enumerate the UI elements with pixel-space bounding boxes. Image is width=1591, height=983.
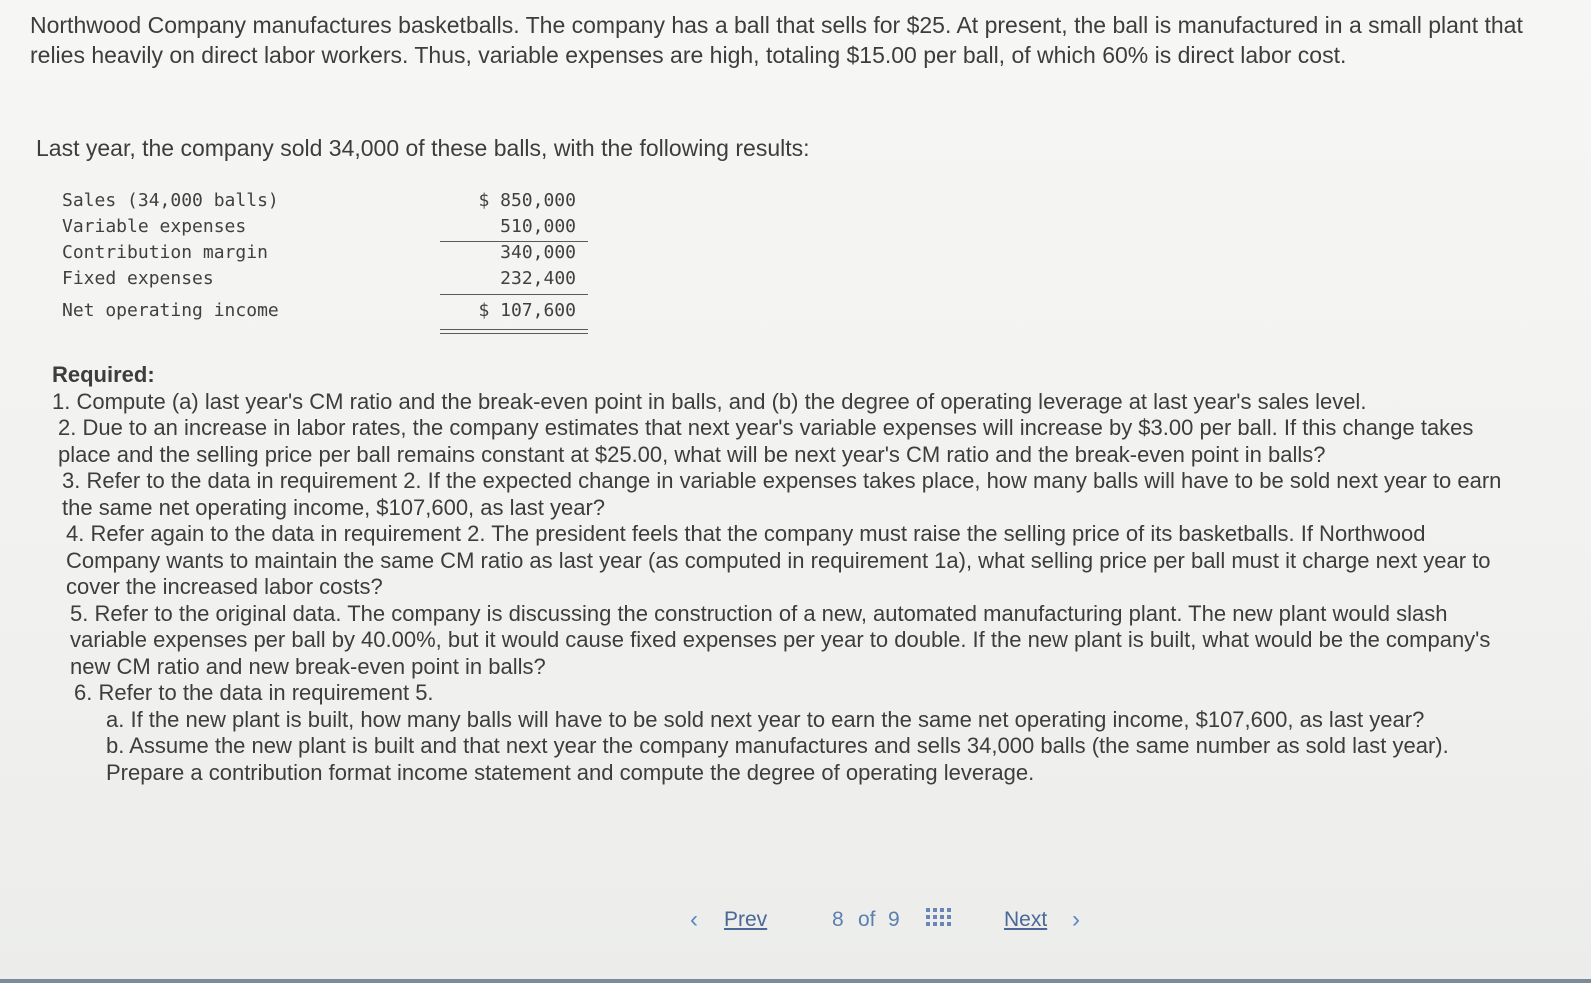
chevron-left-icon[interactable]: ‹: [690, 906, 698, 933]
subtotal-rule: [440, 294, 588, 295]
current-question-number: 8: [832, 908, 844, 931]
statement-amount: $ 107,600: [478, 300, 576, 321]
problem-intro: Northwood Company manufactures basketballs. The company has a ball that sells for $25. At present, the ball is manufactured in a small plant that relies heavily on direct labor workers. Thus, variable expenses are high, totaling $15.00 per ball, of which 60% is direct labor cost.: [30, 12, 1523, 68]
requirement-1: 1. Compute (a) last year's CM ratio and the break-even point in balls, and (b) the degree of operating leverage at last year's sales level.: [52, 388, 1367, 414]
results-lead-text: Last year, the company sold 34,000 of these balls, with the following results:: [36, 135, 810, 161]
requirement-6b: b. Assume the new plant is built and that next year the company manufactures and sells 34,000 balls (the same number as sold last year). Prepare a contribution format income statement and compute the degree of operating leverage.: [106, 733, 1449, 785]
statement-label: Sales (34,000 balls): [62, 190, 279, 211]
requirement-3: 3. Refer to the data in requirement 2. If the expected change in variable expenses takes place, how many balls will have to be sold next year to earn the same net operating income, $107,600, as last year?: [62, 468, 1502, 520]
pager-of-label: of: [858, 908, 876, 931]
prev-button[interactable]: Prev: [724, 908, 768, 931]
statement-row-sales: [62, 190, 592, 216]
bottom-divider: [0, 979, 1591, 983]
statement-amount: 232,400: [500, 268, 576, 289]
requirement-6: 6. Refer to the data in requirement 5.: [74, 680, 434, 705]
requirement-6a: a. If the new plant is built, how many balls will have to be sold next year to earn the same net operating income, $107,600, as last year?: [106, 706, 1425, 732]
statement-row-net-operating-income: [62, 300, 592, 326]
required-heading: Required:: [52, 362, 155, 387]
statement-label: Fixed expenses: [62, 268, 214, 289]
total-double-rule: [440, 329, 588, 334]
grid-icon[interactable]: [926, 908, 950, 930]
statement-row-variable-expenses: [62, 216, 592, 242]
total-questions: 9: [888, 908, 900, 931]
statement-amount: 340,000: [500, 242, 576, 263]
statement-row-fixed-expenses: [62, 268, 592, 294]
next-button[interactable]: Next: [1004, 908, 1048, 931]
statement-amount: 510,000: [500, 216, 576, 237]
requirement-4: 4. Refer again to the data in requirement 2. The president feels that the company must raise the selling price of its basketballs. If Northwood Company wants to maintain the same CM ratio as last year (as computed in requirement 1a), what selling price per ball must it charge next year to cover the increased labor costs?: [66, 521, 1491, 599]
required-section: [52, 362, 1512, 786]
statement-row-contribution-margin: [62, 242, 592, 268]
statement-label: Contribution margin: [62, 242, 268, 263]
statement-amount: $ 850,000: [478, 190, 576, 211]
statement-label: Net operating income: [62, 300, 279, 321]
requirement-5: 5. Refer to the original data. The company is discussing the construction of a new, automated manufacturing plant. The new plant would slash variable expenses per ball by 40.00%, but it would cause fixed expenses per year to double. If the new plant is built, what would be the company's new CM ratio and new break-even point in balls?: [70, 600, 1491, 679]
statement-label: Variable expenses: [62, 216, 247, 237]
chevron-right-icon[interactable]: ›: [1072, 906, 1080, 933]
requirement-2: 2. Due to an increase in labor rates, the company estimates that next year's variable expenses will increase by $3.00 per ball. If this change takes place and the selling price per ball remains constant at $25.00, what will be next year's CM ratio and the break-even point in balls?: [58, 415, 1474, 467]
